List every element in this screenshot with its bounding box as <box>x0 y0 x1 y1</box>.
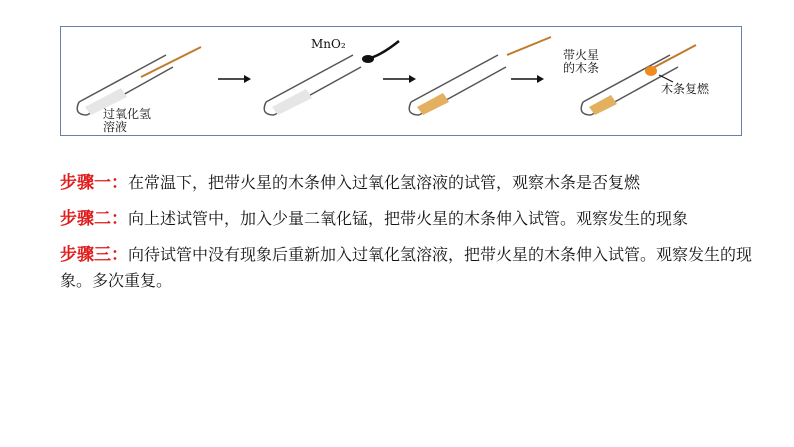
label-splint-line2: 的木条 <box>563 61 600 75</box>
arrow-3-head <box>537 75 544 83</box>
label-splint <box>563 49 599 75</box>
arrow-1-head <box>244 75 251 83</box>
step-3 <box>60 242 760 293</box>
label-splint-line1: 带火星 <box>563 48 600 62</box>
splint-3 <box>507 37 551 55</box>
diagram-drawing <box>61 27 741 135</box>
label-solution-line1: 过氧化氢 <box>103 107 152 121</box>
mno2-powder <box>362 55 374 63</box>
label-solution <box>103 108 151 134</box>
label-mno2: MnO₂ <box>311 37 346 51</box>
test-tube-1 <box>77 55 173 115</box>
flame-icon <box>645 66 657 76</box>
label-reignite: 木条复燃 <box>661 82 710 96</box>
test-tube-3 <box>409 55 506 115</box>
splint-4 <box>649 45 696 70</box>
arrow-2-head <box>409 75 416 83</box>
step-1-heading: 步骤一： <box>60 173 128 193</box>
step-2-text: 向上述试管中，加入少量二氧化锰，把带火星的木条伸入试管。观察发生的现象 <box>128 209 689 228</box>
step-1 <box>60 170 760 196</box>
step-2-heading: 步骤二： <box>60 209 128 229</box>
splint-1 <box>141 47 201 77</box>
experiment-diagram <box>60 26 742 136</box>
test-tube-2 <box>264 55 361 115</box>
step-3-text: 向待试管中没有现象后重新加入过氧化氢溶液，把带火星的木条伸入试管。观察发生的现象。多次重复。 <box>60 245 753 290</box>
pointer-line <box>659 75 673 82</box>
step-2 <box>60 206 760 232</box>
steps-list <box>60 170 760 303</box>
step-1-text: 在常温下，把带火星的木条伸入过氧化氢溶液的试管，观察木条是否复燃 <box>128 173 641 192</box>
label-solution-line2: 溶液 <box>103 120 128 134</box>
step-3-heading: 步骤三： <box>60 245 128 265</box>
